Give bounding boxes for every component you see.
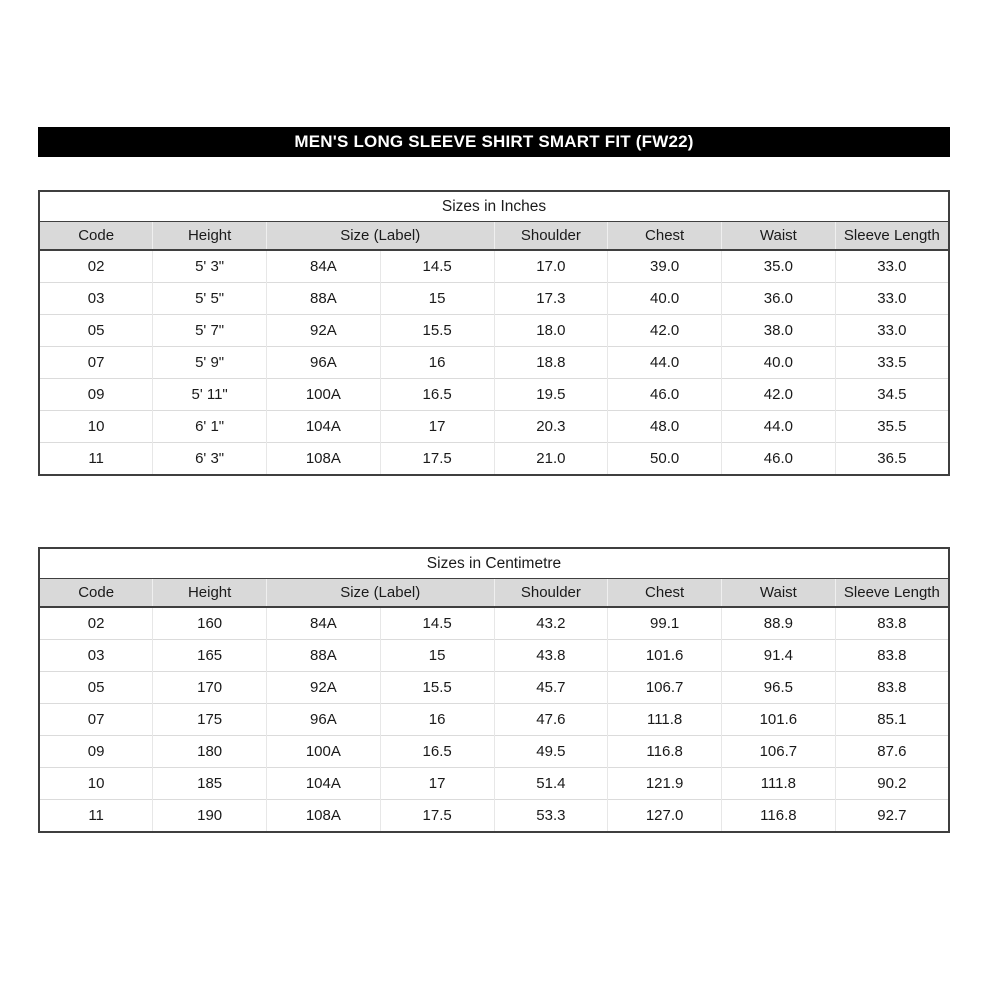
table-cell: 36.5 xyxy=(835,443,949,476)
table-cell: 40.0 xyxy=(608,283,722,315)
table-cell: 43.2 xyxy=(494,607,608,640)
table-cell: 02 xyxy=(87,615,105,632)
table-cell: 185 xyxy=(153,768,267,800)
table-cell: 05 xyxy=(39,315,153,347)
inches-table-section xyxy=(38,190,950,476)
table-cell: 20.3 xyxy=(494,411,608,443)
column-header: Code xyxy=(39,222,153,251)
table-cell: 99.1 xyxy=(608,607,722,640)
table-cell: 92.7 xyxy=(835,800,949,833)
table-cell: 40.0 xyxy=(722,347,836,379)
table-cell: 42.0 xyxy=(722,379,836,411)
table-row xyxy=(39,640,949,672)
column-header: Waist xyxy=(722,579,836,608)
table-caption: Sizes in Centimetre xyxy=(39,548,949,579)
table-cell: 83.8 xyxy=(835,607,949,640)
table-cell: 18.8 xyxy=(494,347,608,379)
table-cell: 87.6 xyxy=(835,736,949,768)
table-cell: 5' 7" xyxy=(153,315,267,347)
table-cell: 53.3 xyxy=(494,800,608,833)
table-cell: 43.8 xyxy=(494,640,608,672)
table-row xyxy=(39,768,949,800)
table-cell: 88A xyxy=(267,283,381,315)
table-cell: 34.5 xyxy=(835,379,949,411)
table-cell: 17 xyxy=(380,768,494,800)
table-cell: 16.5 xyxy=(380,736,494,768)
table-cell: 84A xyxy=(267,250,381,283)
table-row xyxy=(39,315,949,347)
sizes-in-centimetre-table xyxy=(38,547,950,833)
table-cell: 111.8 xyxy=(608,704,722,736)
table-row xyxy=(39,283,949,315)
table-row xyxy=(39,736,949,768)
table-cell: 100A xyxy=(267,736,381,768)
column-header-row xyxy=(39,222,949,251)
table-cell: 127.0 xyxy=(608,800,722,833)
table-cell: 91.4 xyxy=(722,640,836,672)
column-header-row xyxy=(39,579,949,608)
table-cell: 14.5 xyxy=(380,250,494,283)
table-cell: 5' 3" xyxy=(153,250,267,283)
table-cell: 160 xyxy=(153,607,267,640)
table-row xyxy=(39,607,949,640)
table-cell: 15 xyxy=(380,283,494,315)
table-cell: 100A xyxy=(267,379,381,411)
table-row xyxy=(39,411,949,443)
table-cell: 44.0 xyxy=(608,347,722,379)
table-cell: 17.5 xyxy=(380,800,494,833)
column-header: Shoulder xyxy=(494,579,608,608)
table-cell: 44.0 xyxy=(722,411,836,443)
table-cell: 38.0 xyxy=(722,315,836,347)
table-cell: 121.9 xyxy=(608,768,722,800)
table-row xyxy=(39,704,949,736)
table-cell: 47.6 xyxy=(494,704,608,736)
table-cell: 190 xyxy=(153,800,267,833)
table-cell: 116.8 xyxy=(722,800,836,833)
table-cell: 16 xyxy=(380,347,494,379)
table-cell: 19.5 xyxy=(494,379,608,411)
table-row xyxy=(39,443,949,476)
table-cell: 18.0 xyxy=(494,315,608,347)
table-cell: 03 xyxy=(39,640,153,672)
table-cell: 106.7 xyxy=(722,736,836,768)
table-cell: 17 xyxy=(380,411,494,443)
table-cell: 180 xyxy=(153,736,267,768)
table-cell: 106.7 xyxy=(608,672,722,704)
table-cell: 02 xyxy=(87,258,105,275)
table-cell: 5' 9" xyxy=(153,347,267,379)
table-cell: 88A xyxy=(267,640,381,672)
column-header: Code xyxy=(39,579,153,608)
table-cell: 10 xyxy=(39,768,153,800)
table-cell: 88.9 xyxy=(722,607,836,640)
column-header: Height xyxy=(153,222,267,251)
table-row xyxy=(39,250,949,283)
table-cell: 33.0 xyxy=(835,283,949,315)
table-cell: 104A xyxy=(267,411,381,443)
table-cell: 11 xyxy=(39,443,153,476)
table-cell: 6' 1" xyxy=(153,411,267,443)
table-cell: 15.5 xyxy=(380,315,494,347)
table-cell: 17.3 xyxy=(494,283,608,315)
table-cell: 92A xyxy=(267,315,381,347)
table-cell: 6' 3" xyxy=(153,443,267,476)
table-cell: 15 xyxy=(380,640,494,672)
page-title: MEN'S LONG SLEEVE SHIRT SMART FIT (FW22) xyxy=(294,132,694,151)
table-cell: 101.6 xyxy=(608,640,722,672)
table-caption-row xyxy=(39,191,949,222)
table-cell: 35.5 xyxy=(835,411,949,443)
table-cell: 111.8 xyxy=(722,768,836,800)
table-cell: 49.5 xyxy=(494,736,608,768)
table-cell: 108A xyxy=(267,800,381,833)
table-cell: 45.7 xyxy=(494,672,608,704)
table-cell: 175 xyxy=(153,704,267,736)
table-body xyxy=(39,607,949,832)
table-cell: 35.0 xyxy=(722,250,836,283)
table-cell: 84A xyxy=(267,607,381,640)
table-cell: 85.1 xyxy=(835,704,949,736)
table-cell: 11 xyxy=(39,800,153,833)
table-cell: 16.5 xyxy=(380,379,494,411)
table-cell: 05 xyxy=(39,672,153,704)
table-cell: 16 xyxy=(380,704,494,736)
table-cell: 5' 5" xyxy=(153,283,267,315)
table-row xyxy=(39,379,949,411)
table-cell: 17.0 xyxy=(494,250,608,283)
column-header: Height xyxy=(153,579,267,608)
chart-title-banner xyxy=(38,127,950,157)
table-cell: 170 xyxy=(153,672,267,704)
table-cell: 39.0 xyxy=(608,250,722,283)
sizes-in-inches-table xyxy=(38,190,950,476)
table-cell: 46.0 xyxy=(608,379,722,411)
table-cell: 96.5 xyxy=(722,672,836,704)
table-cell: 07 xyxy=(39,704,153,736)
table-cell: 14.5 xyxy=(380,607,494,640)
table-cell: 90.2 xyxy=(835,768,949,800)
column-header: Chest xyxy=(608,579,722,608)
table-cell: 101.6 xyxy=(722,704,836,736)
column-header: Size (Label) xyxy=(267,579,495,608)
table-caption-row xyxy=(39,548,949,579)
table-cell: 42.0 xyxy=(608,315,722,347)
centimetre-table-section xyxy=(38,547,950,833)
table-cell: 5' 11" xyxy=(153,379,267,411)
table-body xyxy=(39,250,949,475)
table-cell: 165 xyxy=(153,640,267,672)
table-cell: 51.4 xyxy=(494,768,608,800)
table-cell: 36.0 xyxy=(722,283,836,315)
table-caption: Sizes in Inches xyxy=(39,191,949,222)
table-cell: 21.0 xyxy=(494,443,608,476)
table-cell: 104A xyxy=(267,768,381,800)
table-cell: 46.0 xyxy=(722,443,836,476)
table-cell: 96A xyxy=(267,704,381,736)
table-cell: 33.0 xyxy=(835,250,949,283)
table-cell: 33.0 xyxy=(835,315,949,347)
table-cell: 116.8 xyxy=(608,736,722,768)
column-header: Size (Label) xyxy=(267,222,495,251)
table-cell: 96A xyxy=(267,347,381,379)
table-cell: 108A xyxy=(267,443,381,476)
table-row xyxy=(39,800,949,833)
table-row xyxy=(39,672,949,704)
table-row xyxy=(39,347,949,379)
column-header: Sleeve Length xyxy=(835,222,949,251)
column-header: Chest xyxy=(608,222,722,251)
table-cell: 09 xyxy=(39,736,153,768)
table-cell: 92A xyxy=(267,672,381,704)
table-cell: 48.0 xyxy=(608,411,722,443)
column-header: Sleeve Length xyxy=(835,579,949,608)
table-cell: 10 xyxy=(39,411,153,443)
table-cell: 50.0 xyxy=(608,443,722,476)
column-header: Waist xyxy=(722,222,836,251)
table-cell: 09 xyxy=(39,379,153,411)
table-cell: 83.8 xyxy=(835,640,949,672)
table-cell: 83.8 xyxy=(835,672,949,704)
table-cell: 17.5 xyxy=(380,443,494,476)
column-header: Shoulder xyxy=(494,222,608,251)
table-cell: 03 xyxy=(39,283,153,315)
table-cell: 15.5 xyxy=(380,672,494,704)
table-cell: 33.5 xyxy=(835,347,949,379)
table-cell: 07 xyxy=(39,347,153,379)
